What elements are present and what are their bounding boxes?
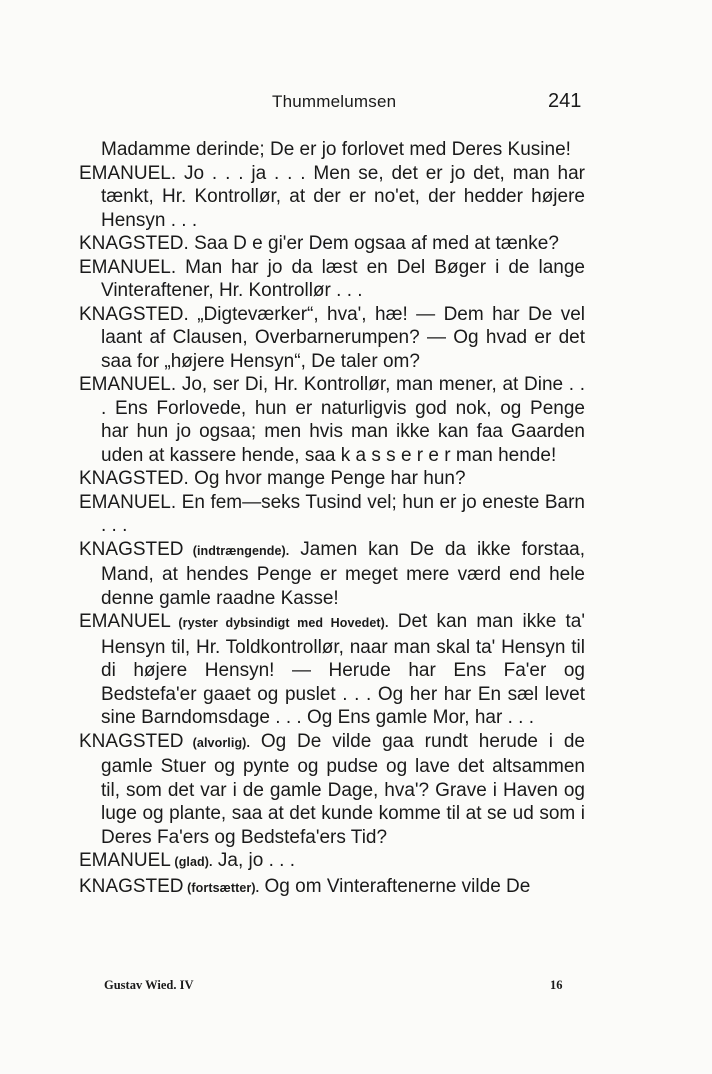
page-header [0,92,712,122]
dialogue-text: Ja, jo . . . [212,850,296,871]
speaker-name: EMANUEL. [79,491,177,513]
dialogue-text: Og De vilde gaa rundt herude i de gamle Stuer og pynte og pudse og lave det altsammen til, som det var i de gamle Dage, hva'? Grave i Haven og luge og plante, saa at det kunde komme til at se ud som i Deres Fa'ers og Bedstefa'ers Tid? [101,730,585,848]
dialogue-text: Jo, ser Di, Hr. Kontrollør, man mener, at Dine . . . Ens Forlovede, hun er naturligvis god nok, og Penge har hun jo ogsaa; men hvis man ikke kan faa Gaarden uden at kassere hende, saa k a s s e r e r man hende! [101,374,585,466]
dialogue-text: Og om Vinteraftenerne vilde De [259,875,531,897]
speaker-name: EMANUEL. [79,256,177,278]
dialogue-text: Jo . . . ja . . . Men se, det er jo det, man har tænkt, Hr. Kontrollør, at der er no'et, der hedder højere Hensyn . . . [101,162,585,231]
dialogue-text: Jamen kan De da ikke forstaa, Mand, at hendes Penge er meget mere værd end hele denne gamle raadne Kasse! [101,538,585,609]
dialogue-text: Man har jo da læst en Del Bøger i de lange Vinteraftener, Hr. Kontrollør . . . [101,256,585,301]
speaker-name: KNAGSTED [79,730,184,752]
running-title: Thummelumsen [272,92,397,111]
dialogue-line [79,491,585,538]
dialogue-text: Madamme derinde; De er jo forlovet med Deres Kusine! [101,139,571,160]
dialogue-line [79,849,585,875]
dialogue-line [79,232,585,256]
dialogue-line [79,730,585,850]
stage-direction: (fortsætter). [183,880,260,895]
page-number: 241 [548,90,582,112]
dialogue-line [79,256,585,303]
dialogue-line [79,538,585,611]
dialogue-text: Og hvor mange Penge har hun? [188,468,466,489]
dialogue-line [79,303,585,374]
dialogue-line [79,162,585,233]
speaker-name: KNAGSTED. [79,303,189,325]
speaker-name: KNAGSTED [79,538,184,560]
stage-direction: (indtrængende). [183,543,290,558]
dialogue-line [79,373,585,467]
dialogue-line [79,610,585,730]
page-footer [0,978,712,1002]
dialogue-text: „Digteværker“, hva', hæ! — Dem har De vel laant af Clausen, Overbarnerumpen? — Og hvad er det saa for „højere Hensyn“, De taler om? [101,303,585,372]
speaker-name: EMANUEL. [79,162,177,184]
dialogue-line [79,875,585,901]
dialogue-continuation [79,138,585,162]
speaker-name: EMANUEL [79,611,171,632]
dialogue-text: Saa D e gi'er Dem ogsaa af med at tænke? [188,233,559,254]
dialogue-text: En fem—seks Tusind vel; hun er jo eneste Barn . . . [101,491,585,536]
play-text [79,138,585,900]
speaker-name: EMANUEL. [79,374,177,395]
signature-mark: Gustav Wied. IV [104,978,194,992]
speaker-name: KNAGSTED [79,875,184,897]
speaker-name: KNAGSTED. [79,233,189,254]
speaker-name: KNAGSTED. [79,468,189,489]
speaker-name: EMANUEL [79,850,171,871]
stage-direction: (glad). [170,855,213,869]
stage-direction: (ryster dybsindigt med Hovedet). [170,616,389,630]
stage-direction: (alvorlig). [183,735,251,750]
sheet-number: 16 [550,978,563,992]
dialogue-text: Det kan man ikke ta' Hensyn til, Hr. Toldkontrollør, naar man skal ta' Hensyn til di højere Hensyn! — Herude har Ens Fa'er og Bedstefa'er gaaet og puslet . . . Og her har En sæl levet sine Barndomsdage . . . Og Ens gamle Mor, har . . . [101,611,585,728]
dialogue-line [79,467,585,491]
